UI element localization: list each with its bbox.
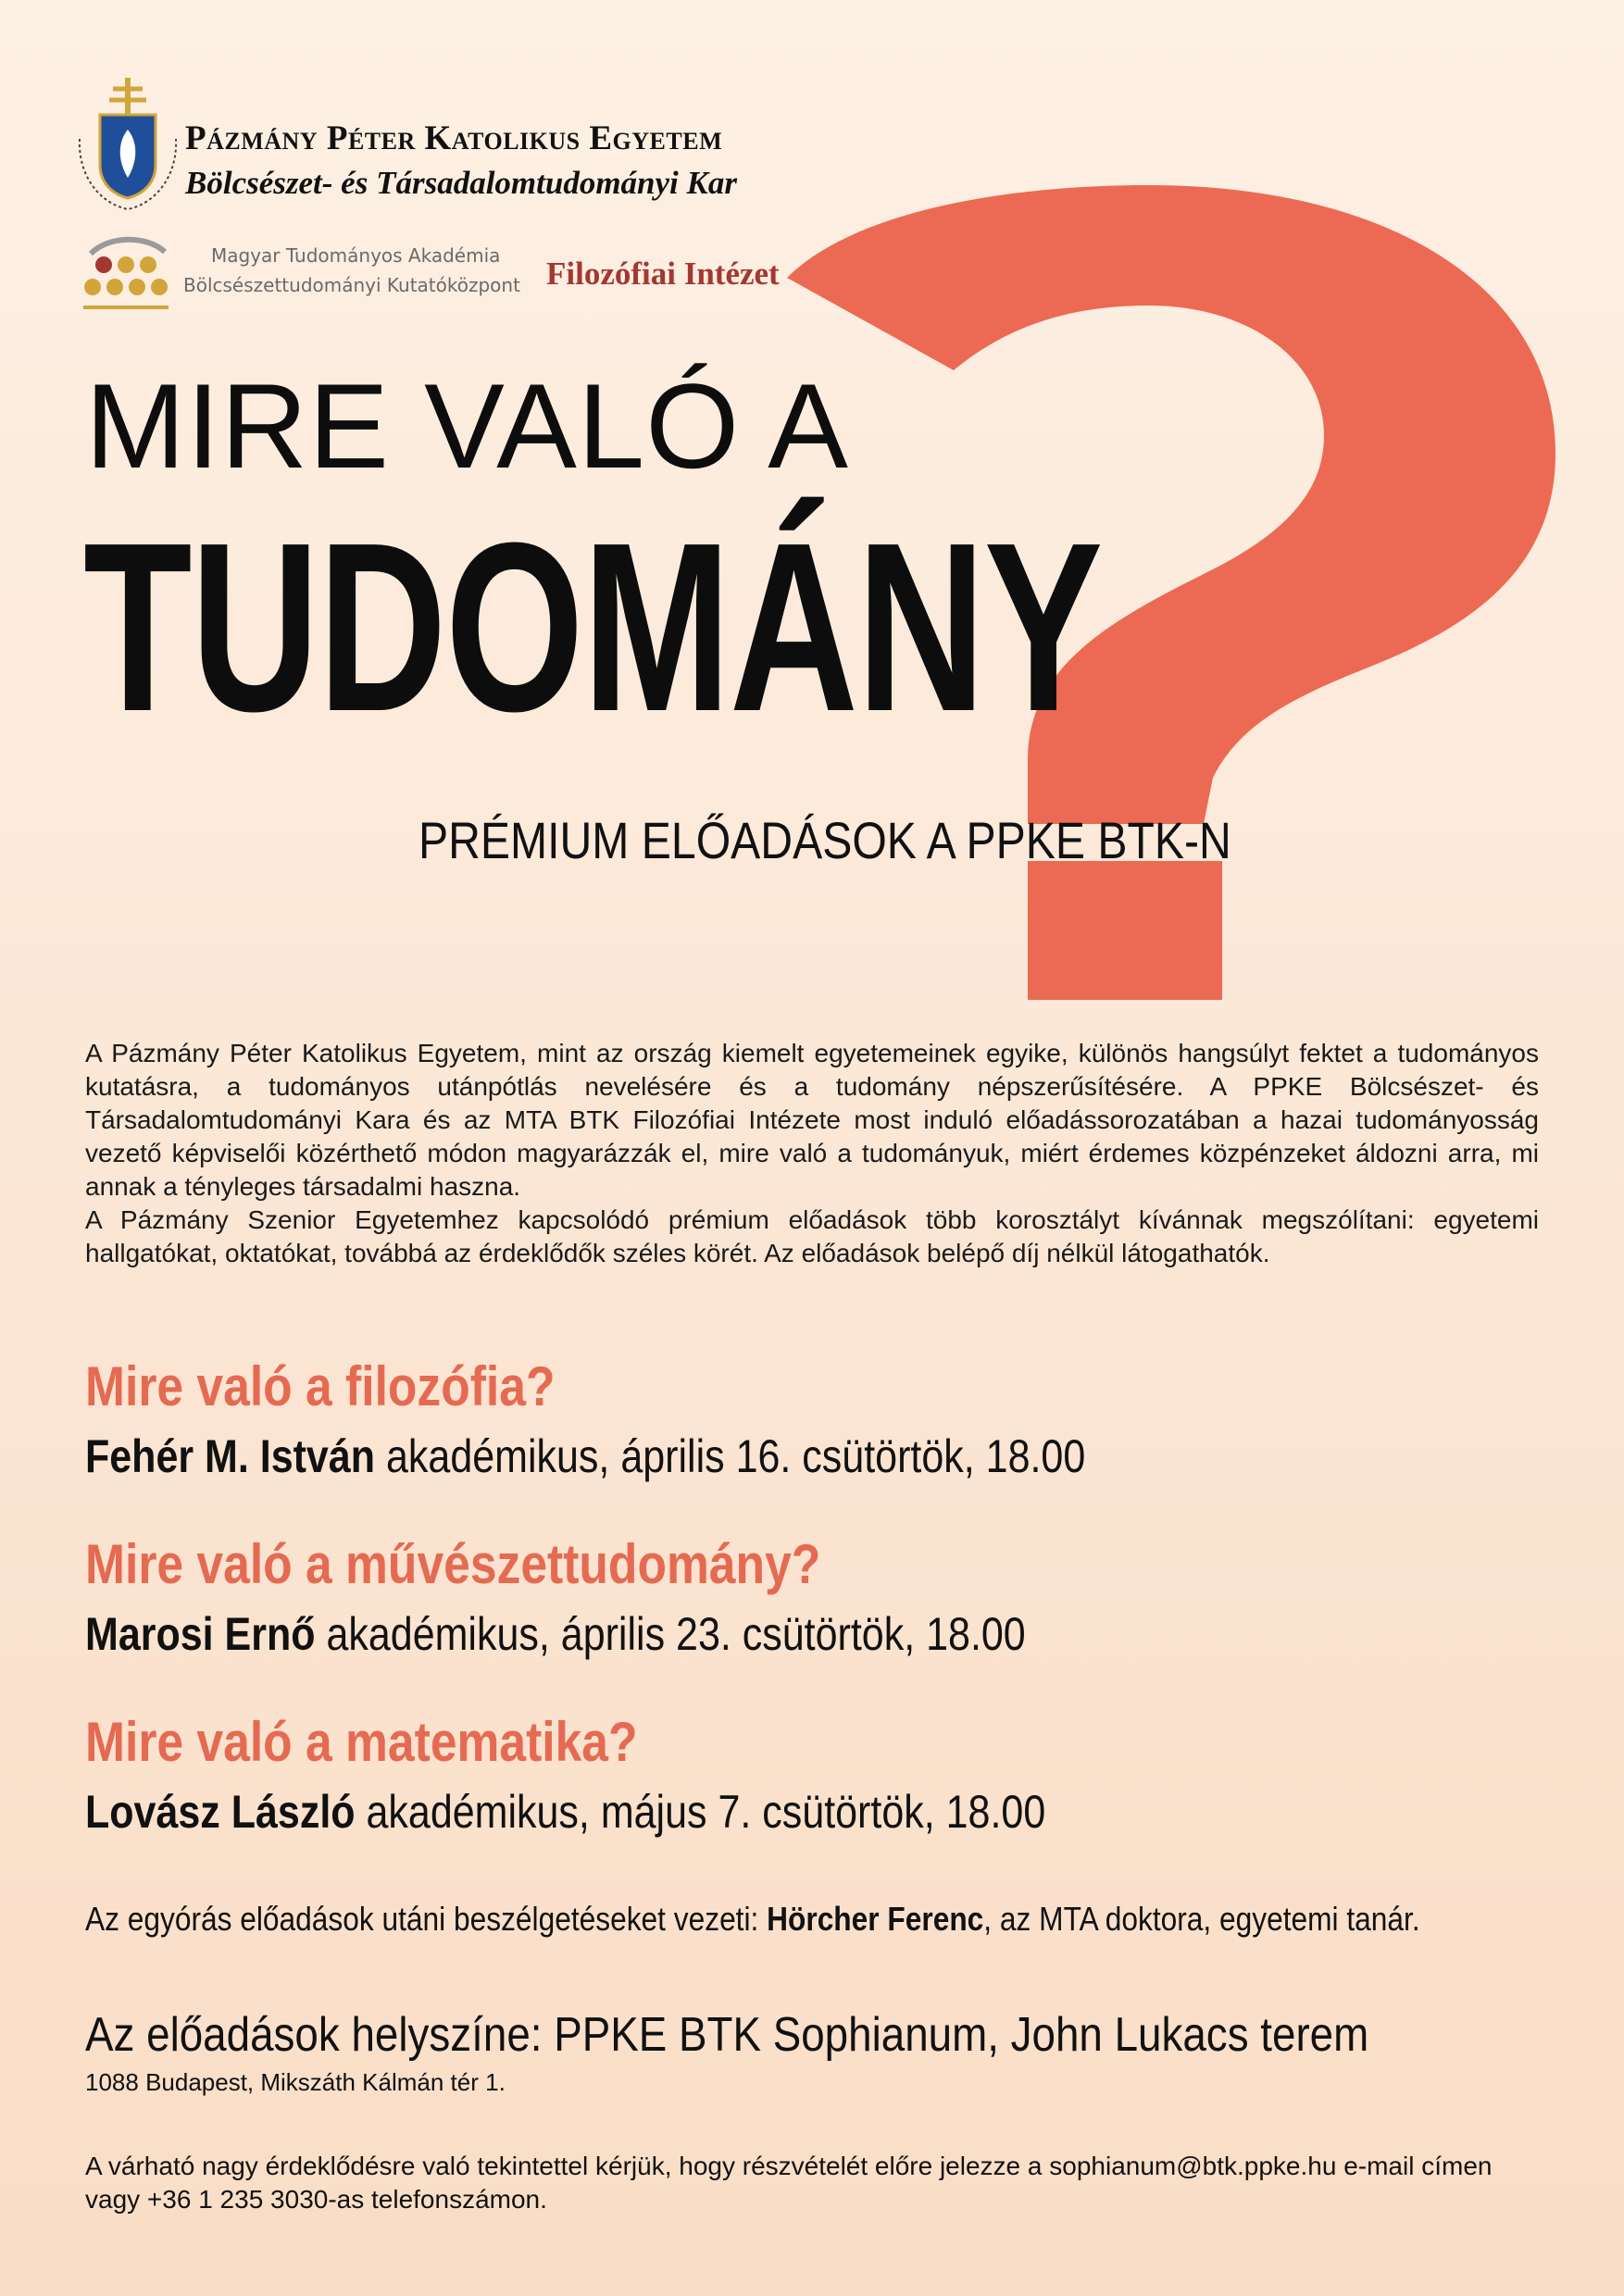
intro-paragraph-2: A Pázmány Szenior Egyetemhez kapcsolódó prémium előadások több korosztályt kívánnak megszólítani: egyetemi hallgatókat, oktatókat, továbbá az érdeklődők széles körét. Az előadások belépő díj nélkül látogathatók. [85, 1205, 1539, 1267]
lecture-speaker: Marosi Ernő [85, 1608, 316, 1660]
title-line2: TUDOMÁNY [83, 493, 1102, 762]
lecture-speaker: Fehér M. István [85, 1430, 376, 1482]
intro-text [85, 1037, 1539, 1270]
lecture-date: akadémikus, április 16. csütörtök, 18.00 [375, 1430, 1086, 1482]
venue-line: Az előadások helyszíne: PPKE BTK Sophianum, John Lukacs terem [85, 2008, 1369, 2062]
lecture-details [85, 1786, 1359, 1838]
moderator-line [85, 1900, 1420, 1939]
venue-address: 1088 Budapest, Mikszáth Kálmán tér 1. [85, 2068, 506, 2096]
lecture-details [85, 1430, 1359, 1482]
lecture-item [85, 1711, 1567, 1838]
moderator-suffix: , az MTA doktora, egyetemi tanár. [983, 1900, 1420, 1938]
lecture-details [85, 1608, 1359, 1660]
mta-btk-logo-icon [72, 233, 176, 317]
lecture-speaker: Lovász László [85, 1786, 356, 1838]
lecture-title: Mire való a művészettudomány? [85, 1533, 821, 1595]
moderator-name: Hörcher Ferenc [767, 1900, 984, 1938]
lecture-item [85, 1355, 1567, 1482]
contact-text: A várható nagy érdeklődésre való tekintettel kérjük, hogy részvételét előre jelezze a sophianum@btk.ppke.hu e-mail címen vagy +36 1 235 3030-as telefonszámon. [85, 2152, 1493, 2214]
faculty-name: Bölcsészet- és Társadalomtudományi Kar [185, 165, 737, 201]
title-line1: MIRE VALÓ A [85, 358, 849, 493]
institute-name: Filozófiai Intézet [546, 256, 780, 292]
lecture-item [85, 1533, 1567, 1660]
intro-paragraph-1: A Pázmány Péter Katolikus Egyetem, mint az ország kiemelt egyetemeinek egyike, különös hangsúlyt fektet a tudományos kutatásra, a tudományos utánpótlás nevelésére és a tudomány népszerűsítésére. A PPKE Bölcsészet- és Társadalomtudományi Kara és az MTA BTK Filozófiai Intézete most induló előadássorozatában a hazai tudományosság vezető képviselői közérthető módon magyarázzák el, mire való a tudományuk, miért érdemes közpénzeket áldozni arra, mi annak a tényleges társadalmi haszna. [85, 1039, 1539, 1201]
lecture-date: akadémikus, április 23. csütörtök, 18.00 [315, 1608, 1026, 1660]
ppke-seal-icon [72, 74, 193, 213]
moderator-prefix: Az egyórás előadások utáni beszélgetéseket vezeti: [85, 1900, 768, 1938]
lecture-title: Mire való a matematika? [85, 1711, 638, 1773]
lecture-title: Mire való a filozófia? [85, 1355, 556, 1417]
subtitle: PRÉMIUM ELŐADÁSOK A PPKE BTK-N [418, 811, 1231, 869]
mta-name: Magyar Tudományos Akadémia [211, 244, 501, 267]
mta-research-centre: Bölcsészettudományi Kutatóközpont [183, 274, 520, 296]
lecture-date: akadémikus, május 7. csütörtök, 18.00 [355, 1786, 1046, 1838]
university-name: Pázmány Péter Katolikus Egyetem [185, 119, 723, 157]
